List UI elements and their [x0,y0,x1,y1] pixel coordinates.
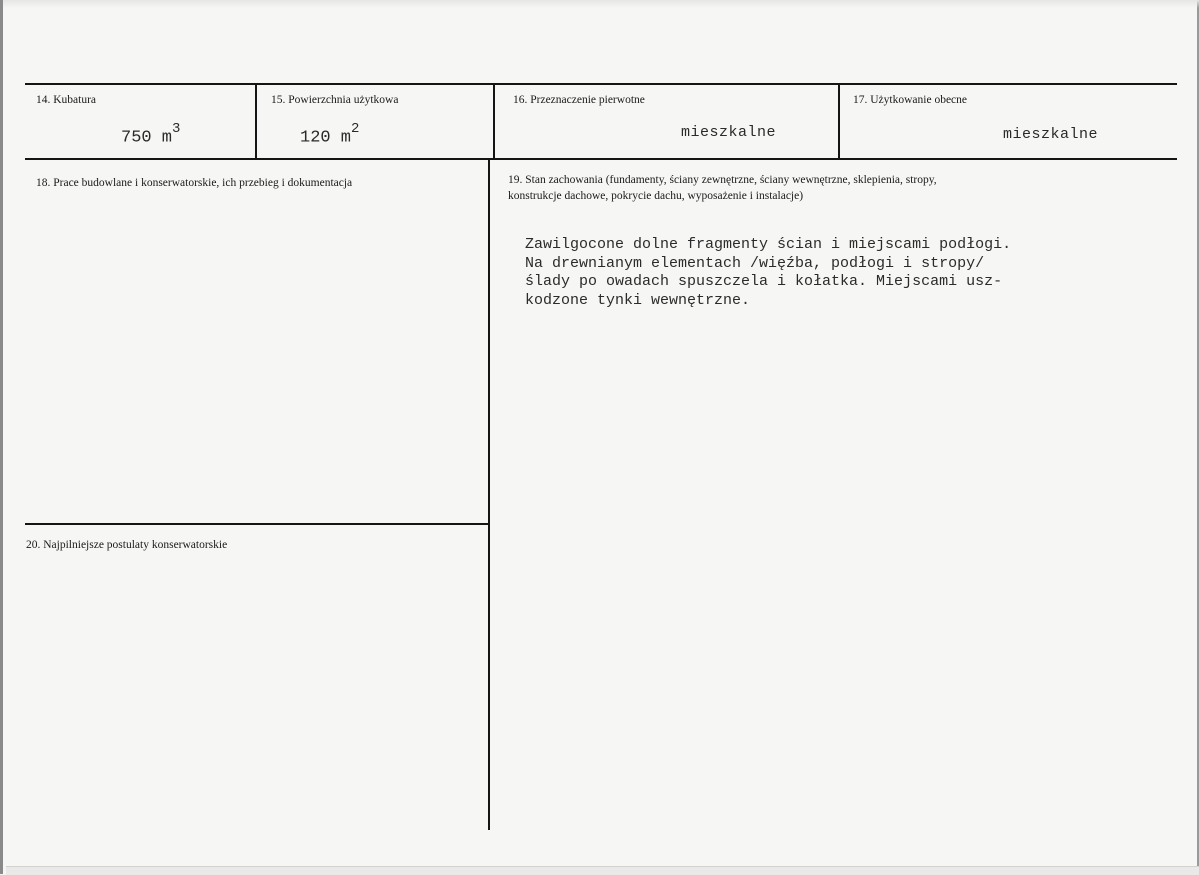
rule-top [25,83,1177,85]
kubatura-value [121,121,181,148]
kubatura-number: 750 m [121,128,173,148]
stan-remark-line: ślady po owadach spuszczela i kołatka. Miejscami usz- [525,273,1003,290]
postulaty-label: 20. Najpilniejsze postulaty konserwatorskie [26,539,228,551]
powierzchnia-value [300,121,360,148]
uzytkowanie-value: mieszkalne [1003,126,1099,143]
przeznaczenie-value: mieszkalne [681,124,777,141]
rule-section-20 [25,523,490,525]
stan-remark-line: kodzone tynki wewnętrzne. [525,291,751,309]
divider-18-19 [488,159,490,830]
powierzchnia-exponent: 2 [351,121,360,137]
stan-label-line1: 19. Stan zachowania (fundamenty, ściany zewnętrzne, ściany wewnętrzne, sklepienia, stropy, [508,174,937,186]
prace-label: 18. Prace budowlane i konserwatorskie, ich przebieg i dokumentacja [36,177,353,189]
stan-remarks [525,236,1011,310]
uzytkowanie-label: 17. Użytkowanie obecne [853,94,968,106]
stan-remark-line: Na drewnianym elementach /więźba, podłogi i stropy/ [525,254,985,272]
divider-15-16 [493,84,495,159]
powierzchnia-label: 15. Powierzchnia użytkowa [271,94,399,106]
stan-remark-line: Zawilgocone dolne fragmenty ścian i miejscami podłogi. [525,236,1012,253]
rule-mid [25,158,1177,160]
scan-top-shadow [3,0,1199,8]
stan-label-line2: konstrukcje dachowe, pokrycie dachu, wyposażenie i instalacje) [508,190,804,202]
divider-14-15 [255,84,257,159]
przeznaczenie-label: 16. Przeznaczenie pierwotne [513,94,645,106]
powierzchnia-number: 120 m [300,128,352,148]
divider-16-17 [838,84,840,159]
kubatura-exponent: 3 [172,121,181,137]
kubatura-label: 14. Kubatura [36,94,97,106]
